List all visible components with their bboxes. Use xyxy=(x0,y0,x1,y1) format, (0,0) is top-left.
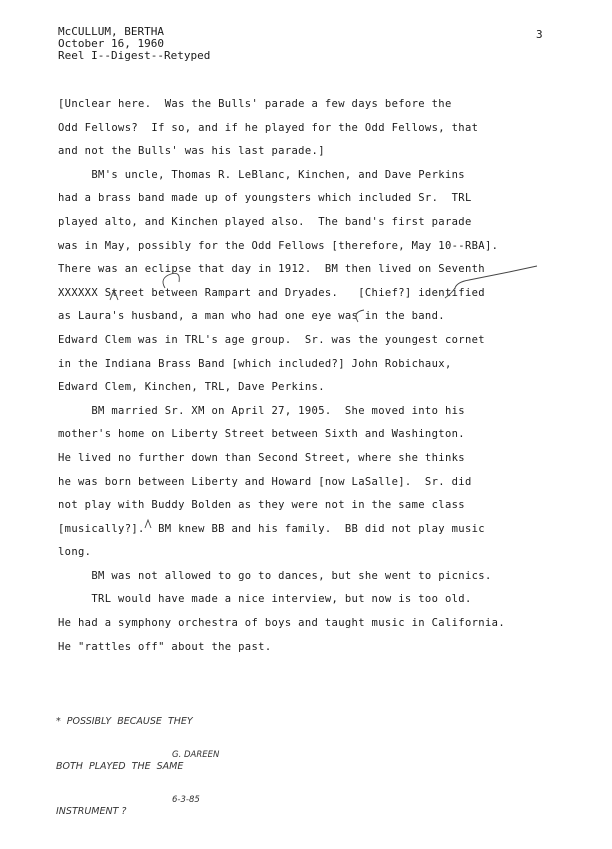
text-line: Edward Clem, Kinchen, TRL, Dave Perkins. xyxy=(58,381,325,394)
text-line: [Unclear here. Was the Bulls' parade a few days before the xyxy=(58,98,452,110)
body-text xyxy=(58,97,558,663)
text-line: Edward Clem was in TRL's age group. Sr. was the youngest cornet xyxy=(58,333,485,346)
text-line: He had a symphony orchestra of boys and taught music in California. xyxy=(58,617,505,630)
signature-date: 6-3-85 xyxy=(172,795,200,805)
text-line: He "rattles off" about the past. xyxy=(58,640,272,653)
text-line: in the Indiana Brass Band [which included?] John Robichaux, xyxy=(58,357,452,370)
text-line: and not the Bulls' was his last parade.] xyxy=(58,145,325,158)
handwritten-line: INSTRUMENT ? xyxy=(56,806,127,817)
text-line: had a brass band made up of youngsters which included Sr. TRL xyxy=(58,192,472,205)
text-line: BM was not allowed to go to dances, but she went to picnics. xyxy=(58,569,492,582)
text-line: TRL would have made a nice interview, but now is too old. xyxy=(58,593,472,606)
text-line: played alto, and Kinchen played also. The band's first parade xyxy=(58,215,472,228)
text-line: long. xyxy=(58,546,92,559)
text-line: [musically?]. BM knew BB and his family. BB did not play music xyxy=(58,522,485,535)
interview-date: October 16, 1960 xyxy=(58,37,164,50)
text-line: as Laura's husband, a man who had one eye was in the band. xyxy=(58,310,445,323)
reel-label: Reel I--Digest--Retyped xyxy=(58,49,211,62)
text-line: BM's uncle, Thomas R. LeBlanc, Kinchen, and Dave Perkins xyxy=(58,168,465,181)
text-line: mother's home on Liberty Street between Sixth and Washington. xyxy=(58,428,465,441)
text-line: There was an eclipse that day in 1912. BM then lived on Seventh xyxy=(58,263,485,276)
text-line: XXXXXX Street between Rampart and Dryades. [Chief?] identified xyxy=(58,286,485,299)
text-line: BM married Sr. XM on April 27, 1905. She moved into his xyxy=(58,404,465,417)
text-line: He lived no further down than Second Street, where she thinks xyxy=(58,451,465,464)
text-line: he was born between Liberty and Howard [now LaSalle]. Sr. did xyxy=(58,475,472,488)
handwritten-line: * POSSIBLY BECAUSE THEY xyxy=(56,716,193,727)
interviewee-name: McCULLUM, BERTHA xyxy=(58,25,164,38)
text-line: was in May, possibly for the Odd Fellows [therefore, May 10--RBA]. xyxy=(58,239,499,252)
document-header xyxy=(58,26,210,62)
signature-name: G. DAREEN xyxy=(172,750,220,760)
handwritten-signature xyxy=(172,718,219,838)
handwritten-line: BOTH PLAYED THE SAME xyxy=(56,761,184,772)
text-line: not play with Buddy Bolden as they were not in the same class xyxy=(58,499,465,512)
page-number: 3 xyxy=(536,28,543,41)
text-line: Odd Fellows? If so, and if he played for the Odd Fellows, that xyxy=(58,121,479,134)
